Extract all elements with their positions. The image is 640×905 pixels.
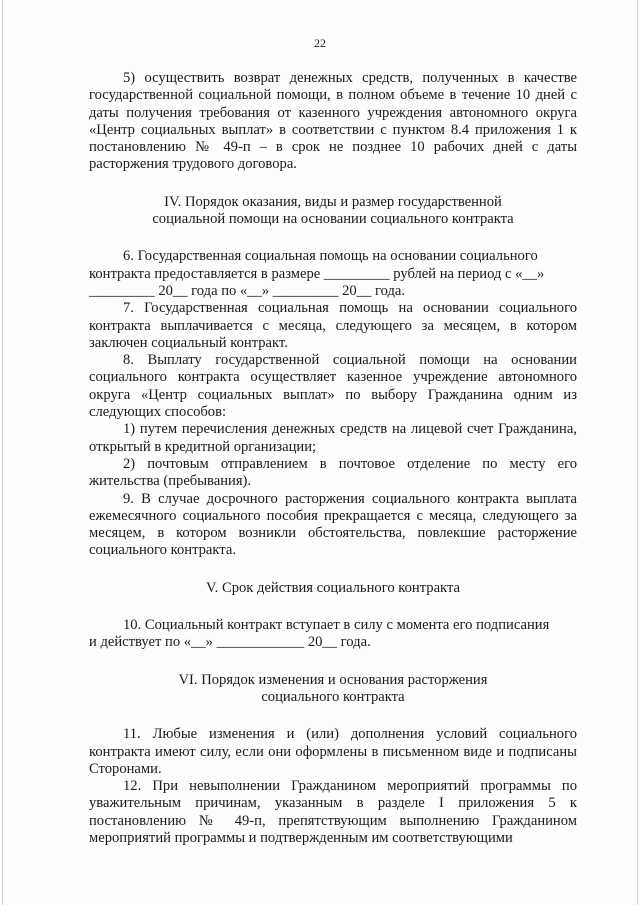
paragraph-item-5: 5) осуществить возврат денежных средств, полученных в качестве государственной социальной помощи, в полном объеме в течение 10 дней с даты получения требования от казенного учреждения автономного округа «Центр социальных выплат» в соответствии с пунктом 8.4 приложения 1 к постановлению № 49-п – в срок не позднее 10 рабочих дней с даты расторжения трудового договора. [89, 70, 577, 173]
paragraph-item-8: 8. Выплату государственной социальной помощи на основании социального контракта осуществляет казенное учреждение автономного округа «Центр социальных выплат» по выбору Гражданина одним из следующих способов: [89, 352, 577, 421]
item-6-line-3: _________ 20__ года по «__» _________ 20__ года. [89, 282, 406, 299]
section-6-heading [89, 672, 577, 707]
document-body [89, 70, 577, 847]
paragraph-item-7: 7. Государственная социальная помощь на основании социального контракта выплачивается с месяца, следующего за месяцем, в котором заключен социальный контракт. [89, 300, 577, 351]
section-6-title-line-2: социального контракта [261, 688, 405, 705]
item-10-line-1: 10. Социальный контракт вступает в силу с момента его подписания [123, 617, 550, 634]
paragraph-item-6 [89, 248, 577, 300]
paragraph-item-9: 9. В случае досрочного расторжения социального контракта выплата ежемесячного социального пособия прекращается с месяца, следующего за месяцем, в котором возникли обстоятельства, повлекшие расторжение социального контракта. [89, 490, 577, 559]
paragraph-item-12: 12. При невыполнении Гражданином мероприятий программы по уважительным причинам, указанным в разделе I приложения 5 к постановлению № 49-п, препятствующим выполнению Гражданином мероприятий программы и подтвержденным им соответствующими [89, 778, 577, 846]
paragraph-item-8-2: 2) почтовым отправлением в почтовое отделение по месту его жительства (пребывания). [89, 455, 577, 490]
scan-edge-left [2, 0, 3, 905]
paragraph-item-8-1: 1) путем перечисления денежных средств на лицевой счет Гражданина, открытый в кредитной организации; [89, 421, 577, 455]
item-6-line-1: 6. Государственная социальная помощь на основании социального [123, 248, 538, 265]
paragraph-item-10 [89, 617, 577, 652]
item-10-line-2: и действует по «__» ____________ 20__ года. [89, 634, 371, 651]
section-6-title-line-1: VI. Порядок изменения и основания расторжения [178, 671, 488, 688]
section-4-heading [89, 194, 577, 229]
section-4-title-line-1: IV. Порядок оказания, виды и размер государственной [164, 193, 502, 210]
section-4-title-line-2: социальной помощи на основании социального контракта [152, 211, 514, 228]
section-5-heading: V. Срок действия социального контракта [206, 579, 460, 596]
scan-edge-right [637, 0, 638, 905]
item-6-line-2: контракта предоставляется в размере _________ рублей на период с «__» [89, 265, 545, 282]
paragraph-item-11: 11. Любые изменения и (или) дополнения условий социального контракта имеют силу, если они оформлены в письменном виде и подписаны Сторонами. [89, 726, 577, 777]
page-number: 22 [314, 36, 326, 50]
